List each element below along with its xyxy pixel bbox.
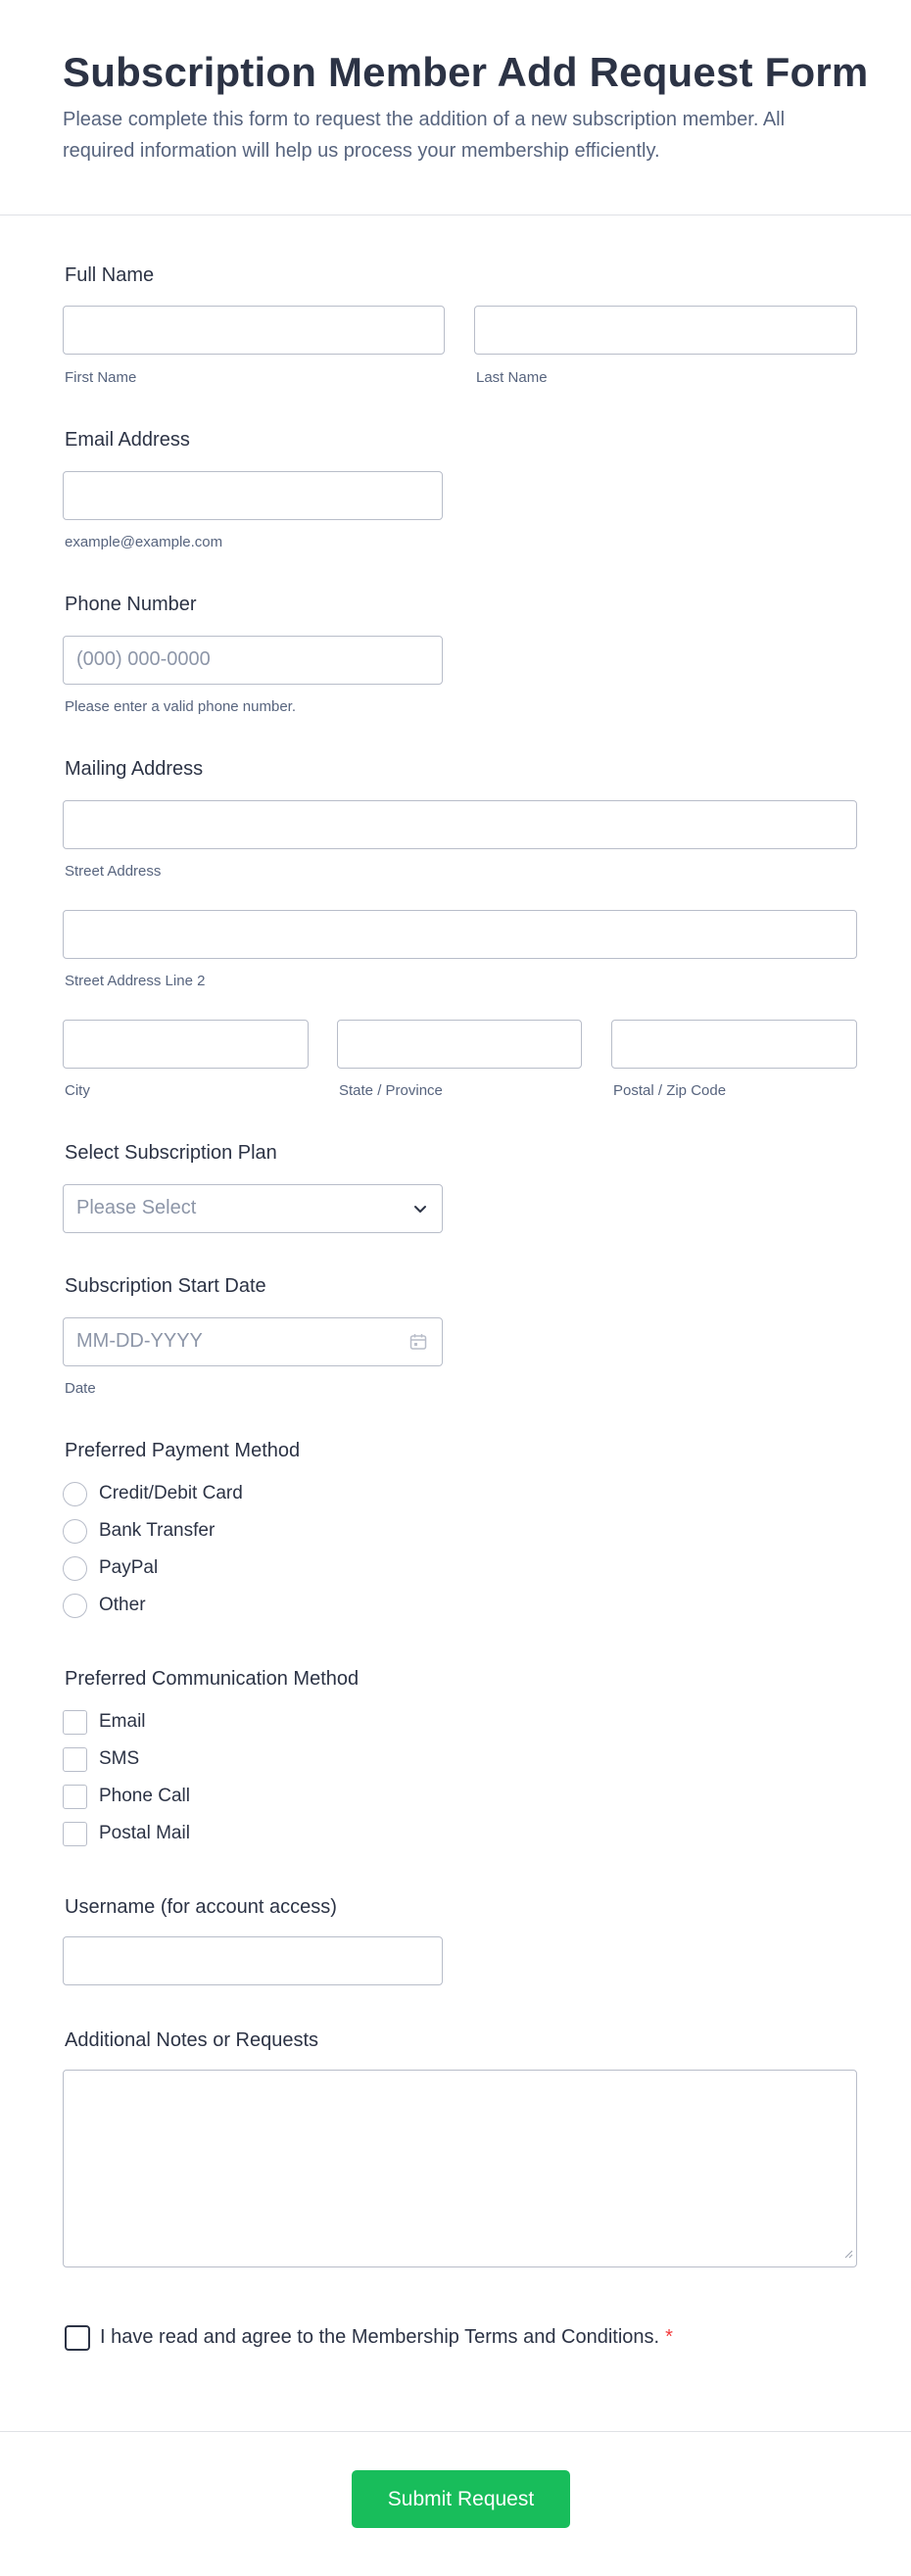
street-address-input[interactable]: [63, 800, 857, 849]
street-address-line2-input[interactable]: [63, 910, 857, 959]
checkbox[interactable]: [63, 1710, 87, 1735]
start-date-label: Subscription Start Date: [65, 1275, 266, 1297]
communication-label: Preferred Communication Method: [65, 1668, 360, 1690]
phone-label: Phone Number: [65, 594, 197, 615]
email-label: Email Address: [65, 429, 190, 451]
terms-label[interactable]: [100, 2326, 673, 2349]
terms-checkbox[interactable]: [65, 2325, 90, 2351]
communication-option-label: Phone Call: [99, 1786, 190, 1806]
address-label: Mailing Address: [65, 758, 204, 780]
footer-divider: [0, 2431, 911, 2432]
last-name-sublabel: Last Name: [476, 369, 548, 386]
street-address-line2-sublabel: Street Address Line 2: [65, 973, 206, 989]
notes-label: Additional Notes or Requests: [65, 2029, 319, 2051]
username-input[interactable]: [63, 1936, 443, 1985]
checkbox[interactable]: [63, 1822, 87, 1846]
checkbox[interactable]: [63, 1747, 87, 1772]
radio-button[interactable]: [63, 1482, 87, 1506]
phone-input[interactable]: [63, 636, 443, 685]
checkbox[interactable]: [63, 1785, 87, 1809]
first-name-sublabel: First Name: [65, 369, 137, 386]
payment-option-label: Other: [99, 1595, 146, 1615]
plan-select[interactable]: [63, 1184, 443, 1233]
calendar-icon[interactable]: [408, 1332, 428, 1357]
state-input[interactable]: [337, 1020, 582, 1069]
chevron-down-icon: [412, 1201, 428, 1221]
last-name-input[interactable]: [474, 306, 857, 355]
city-input[interactable]: [63, 1020, 309, 1069]
radio-button[interactable]: [63, 1519, 87, 1544]
terms-text: I have read and agree to the Membership Terms and Conditions.: [100, 2326, 660, 2348]
zip-sublabel: Postal / Zip Code: [613, 1082, 727, 1099]
username-label: Username (for account access): [65, 1896, 337, 1918]
notes-textarea[interactable]: [63, 2070, 857, 2267]
communication-option-label: Postal Mail: [99, 1823, 190, 1843]
radio-button[interactable]: [63, 1594, 87, 1618]
street-address-sublabel: Street Address: [65, 863, 162, 880]
resize-handle-icon[interactable]: [843, 2246, 853, 2264]
phone-sublabel: Please enter a valid phone number.: [65, 698, 296, 715]
zip-input[interactable]: [611, 1020, 857, 1069]
communication-option-label: Email: [99, 1711, 146, 1732]
start-date-placeholder: MM-DD-YYYY: [76, 1330, 203, 1352]
payment-option-label: Credit/Debit Card: [99, 1483, 243, 1503]
plan-label: Select Subscription Plan: [65, 1142, 277, 1164]
form-subtitle: Please complete this form to request the addition of a new subscription member. All required information will help us process your membership efficiently.: [63, 109, 786, 162]
payment-option-label: PayPal: [99, 1557, 159, 1578]
required-asterisk: *: [665, 2326, 673, 2348]
email-input[interactable]: [63, 471, 443, 520]
plan-selected-value: Please Select: [76, 1197, 197, 1218]
submit-button[interactable]: Submit Request: [352, 2470, 570, 2528]
full-name-label: Full Name: [65, 264, 155, 286]
city-sublabel: City: [65, 1082, 90, 1099]
communication-option-label: SMS: [99, 1748, 140, 1769]
payment-label: Preferred Payment Method: [65, 1440, 301, 1461]
form-header: [0, 0, 911, 215]
start-date-input[interactable]: [63, 1317, 443, 1366]
radio-button[interactable]: [63, 1556, 87, 1581]
email-sublabel: example@example.com: [65, 534, 223, 550]
phone-placeholder: (000) 000-0000: [76, 648, 211, 670]
payment-option-label: Bank Transfer: [99, 1520, 216, 1541]
state-sublabel: State / Province: [339, 1082, 443, 1099]
start-date-sublabel: Date: [65, 1380, 96, 1397]
first-name-input[interactable]: [63, 306, 445, 355]
form-title: Subscription Member Add Request Form: [63, 49, 869, 95]
